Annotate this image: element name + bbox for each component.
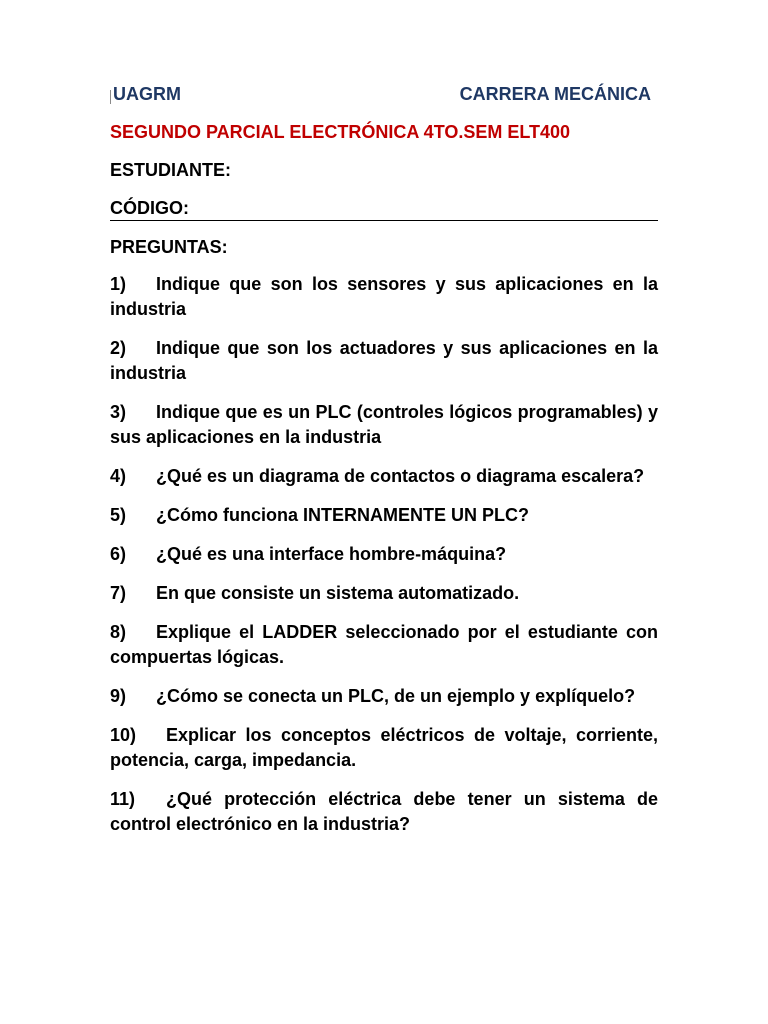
- question-number: 10): [110, 725, 137, 745]
- document-body: [110, 84, 658, 837]
- student-label: ESTUDIANTE:: [110, 160, 231, 180]
- question-item: [110, 620, 658, 670]
- question-item: [110, 336, 658, 386]
- student-field: [110, 159, 658, 181]
- institution-name: UAGRM: [113, 84, 181, 104]
- question-item: [110, 787, 658, 837]
- question-text: Indique que son los sensores y sus aplicaciones en la industria: [110, 274, 658, 319]
- question-text: Indique que son los actuadores y sus aplicaciones en la industria: [110, 338, 658, 383]
- question-item: [110, 464, 658, 489]
- question-item: [110, 581, 658, 606]
- question-number: 8): [110, 622, 127, 642]
- question-number: 5): [110, 505, 127, 525]
- question-number: 11): [110, 789, 136, 809]
- question-item: [110, 542, 658, 567]
- question-number: 7): [110, 583, 127, 603]
- document-header: [110, 84, 658, 110]
- question-text: ¿Qué es un diagrama de contactos o diagrama escalera?: [156, 466, 645, 486]
- question-item: [110, 272, 658, 322]
- question-number: 4): [110, 466, 127, 486]
- question-number: 9): [110, 686, 127, 706]
- program-name: CARRERA MECÁNICA: [459, 84, 651, 104]
- text-cursor-mark: [110, 90, 111, 104]
- question-text: Indique que es un PLC (controles lógicos programables) y sus aplicaciones en la industria: [110, 402, 658, 447]
- question-text: Explicar los conceptos eléctricos de voltaje, corriente, potencia, carga, impedancia.: [110, 725, 658, 770]
- code-field: [110, 197, 658, 221]
- question-number: 3): [110, 402, 127, 422]
- question-item: [110, 503, 658, 528]
- questions-heading: PREGUNTAS:: [110, 237, 228, 257]
- code-label: CÓDIGO:: [110, 198, 189, 218]
- questions-list: [110, 272, 658, 837]
- exam-title: SEGUNDO PARCIAL ELECTRÓNICA 4TO.SEM ELT400: [110, 122, 571, 142]
- question-number: 1): [110, 274, 127, 294]
- question-number: 2): [110, 338, 127, 358]
- question-number: 6): [110, 544, 127, 564]
- question-text: Explique el LADDER seleccionado por el estudiante con compuertas lógicas.: [110, 622, 658, 667]
- question-text: ¿Qué es una interface hombre-máquina?: [156, 544, 507, 564]
- question-text: ¿Cómo funciona INTERNAMENTE UN PLC?: [156, 505, 529, 525]
- question-item: [110, 723, 658, 773]
- question-text: En que consiste un sistema automatizado.: [156, 583, 520, 603]
- question-text: ¿Cómo se conecta un PLC, de un ejemplo y explíquelo?: [156, 686, 636, 706]
- question-item: [110, 400, 658, 450]
- question-text: ¿Qué protección eléctrica debe tener un sistema de control electrónico en la industria?: [110, 789, 658, 834]
- question-item: [110, 684, 658, 709]
